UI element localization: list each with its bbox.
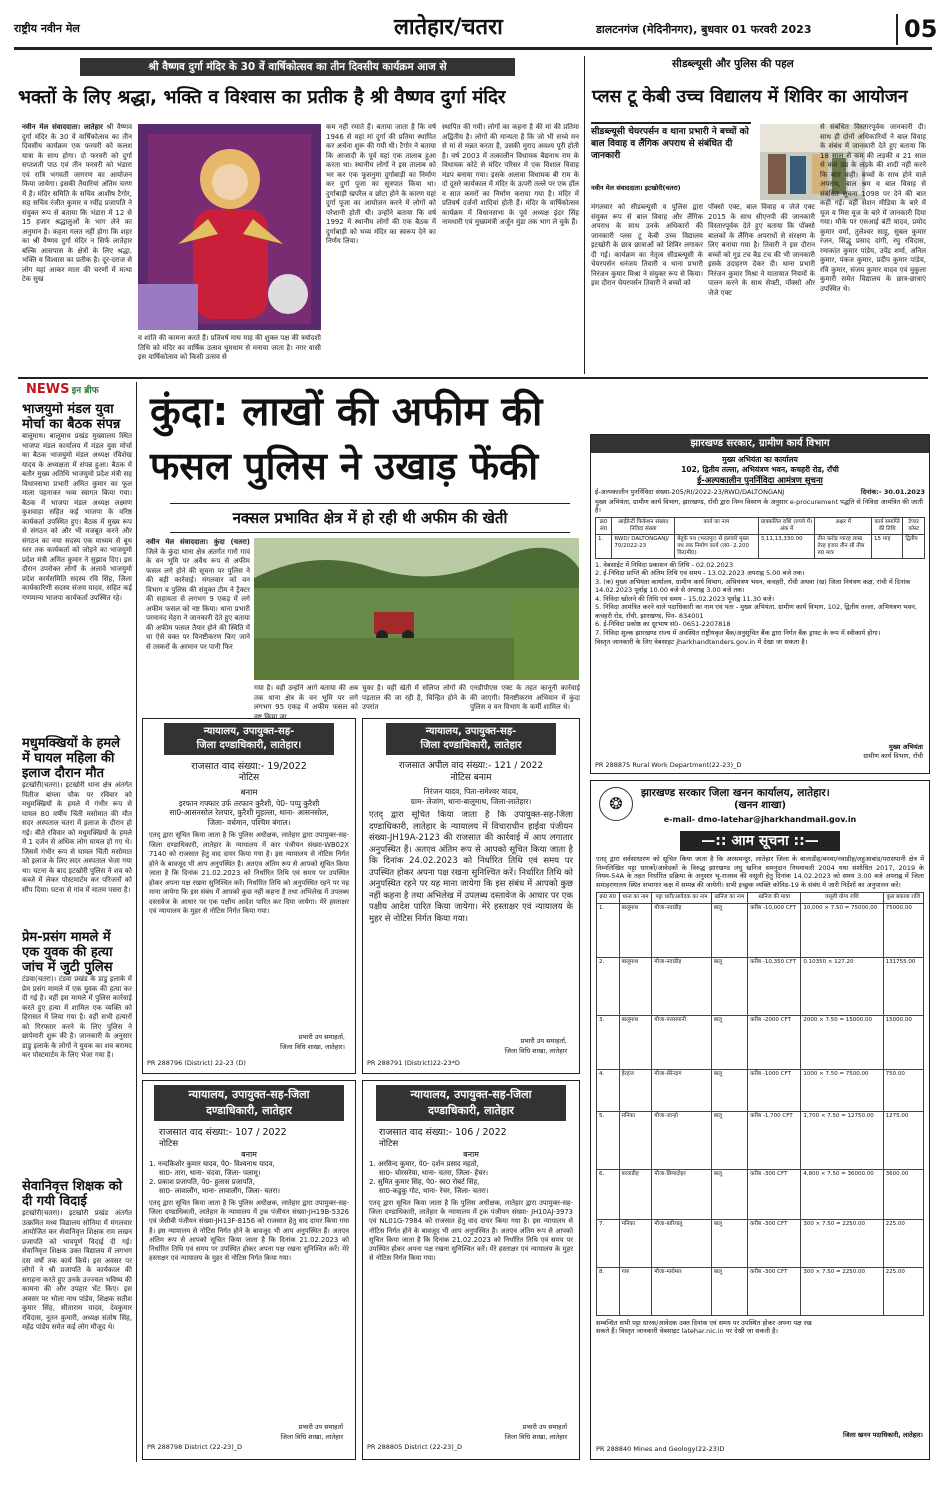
page-number: 05 [896,14,937,45]
table-cell: करीब -300 CFT [748,1169,801,1219]
table-cell: मौजा-परासपानी [652,1015,711,1069]
party-address: सा0-आसनसोल रेलपार, कुरैशी मुहल्ला, थाना- आसनसोल, [169,808,329,818]
tender-ref: ई-अल्पकालीन पुनर्निविदा संख्या-205/RI/2022-23/RWD/DALTONGANJ [595,488,785,497]
story1-headline: भक्तों के लिए श्रद्धा, भक्ति व विश्वास का प्रतीक है श्री वैष्णव दुर्गा मंदिर [18,87,506,108]
sidebar [22,402,132,1462]
table-cell: मनिका [619,1219,652,1267]
table-cell: हेरहंज [619,1069,652,1111]
table-cell: 2000 × 7.50 = 15000.00 [801,1015,883,1069]
table-cell: 2. [597,957,620,1015]
court-signatory: प्रभारी उप समाहर्ता, [520,1037,567,1045]
tender-line: 6. ई-निविदा प्रकोष्ठ का दूरभाष सं0- 0651-2207818 [595,620,731,629]
table-cell: 3600.00 [883,1169,923,1219]
horizontal-divider [18,377,928,379]
case-number: राजसात वाद संख्या:- 106 / 2022 [379,1127,507,1138]
brief-item [22,930,132,1175]
table-cell: 75000.00 [883,903,923,957]
versus-label: बनाम [240,787,258,798]
sidebar-divider [136,382,137,1462]
table-cell: मौजा-जान्हो [652,1111,711,1169]
table-cell: बरवाडीह [619,1169,652,1219]
party-name: 2. सुमित कुमार सिंह, पे0- स्व0 रोबर्ट सिंह, [369,1178,480,1187]
table-cell: 750.00 [883,1069,923,1111]
table-cell: मौजा-नवाडीह [652,903,711,957]
table-cell: 300 × 7.50 = 2250.00 [801,1267,883,1315]
table-cell: 15 माह [871,534,902,558]
table-cell: मौजा-बारियातु [652,1219,711,1267]
tender-signatory-office: ग्रामीण कार्य विभाग, राँची [863,752,923,760]
versus-label: बनाम [463,1150,479,1160]
versus-label: बनाम [241,1150,257,1160]
story1-byline: नवीन मेल संवाददाता। लातेहार [22,123,103,131]
table-cell: 5. [597,1111,620,1169]
brief-item [22,1179,132,1439]
tender-address: 102, द्वितीय तल्ला, अभियंत्रण भवन, कचहरी रोड, राँची [681,464,839,474]
table-cell: बालू [711,1267,747,1315]
tender-intro: मुख्य अभियंता, ग्रामीण कार्य विभाग, झारखण्ड, राँची द्वारा निम्न विवरण के अनुसार e-procurement पद्धति से निविदा आमंत्रित की जाती है। [595,497,923,515]
table-header: खनिज का नाम [711,893,747,903]
table-cell: बालू [711,957,747,1015]
durga-idol-photo [138,124,321,330]
table-header: प्राक्कलित राशि (रुपये में) अंक में [758,517,815,534]
vertical-divider [584,56,585,374]
tender-conditions [591,561,929,638]
table-cell: करीब -1,700 CFT [748,1111,801,1169]
table-header: क्र0 सं0 [596,517,612,534]
story2-headline: प्लस टू केबी उच्च विद्यालय में शिविर का आयोजन [592,87,908,107]
table-row [597,1219,924,1267]
table-cell: तीन करोड़ ग्यारह लाख तेरह हजार तीन सौ तीस रु0 मात्र [815,534,872,558]
tender-notice [590,434,930,774]
table-cell: मनिका [619,1111,652,1169]
opium-field-photo [254,538,579,680]
court-body: एतद् द्वारा सूचित किया जाता है कि उपायुक्त-सह-जिला दण्डाधिकारी, लातेहार के न्यायालय में विचाराधीन हाईवा पंजीयन संख्या-JH19A-2123 की राजसात की कार्रवाई में आप लगातार अनुपस्थित हैं। अतएव अंतिम रूप से आपको सूचित किया जाता है कि दिनांक 24.02.2023 को निर्धारित तिथि एवं समय पर उपस्थित होकर अपना पक्ष रखना सुनिश्चित करें। निर्धारित तिथि को अनुपस्थित रहने पर यह माना जायेगा कि इस संबंध में आपको कुछ नहीं कहना है तथा अभिलेख में उपलब्ध दस्तावेज के आधार पर एक पक्षीय आदेश पारित किया जायेगा। मेरे हस्ताक्षर एवं न्यायालय के मुहर से नोटिस निर्गत किया गया। [369,810,573,924]
notice-label: नोटिस [159,1139,179,1150]
mining-pr-number: PR 288840 Mines and Geology(22-23)D [596,1445,725,1453]
court-pr-number: PR 288798 District (22-23)_D [147,1443,243,1451]
court-pr-number: PR 288796 (District) 22-23 (D) [147,1059,246,1067]
table-cell: 1,700 × 7.50 = 12750.00 [801,1111,883,1169]
table-cell: मौजा-छिपादोहर [652,1169,711,1219]
table-cell: 0.10350 × 127.20 [801,957,883,1015]
tender-line: 4. निविदा खोलने की तिथि एवं समय - 15.02.2023 पूर्वाह्न 11.30 बजे। [595,594,775,603]
court-body: एतद् द्वारा सूचित किया जाता है कि पुलिस अधीक्षक, लातेहार द्वारा उपायुक्त-सह-जिला दण्डाधिकारी, लातेहार के न्यायालय में ट्रक पंजीयन संख्या-JH19B-5326 एवं जेसीबी पंजीयन संख्या-JH13F-8156 को राजसात हेतु वाद दायर किया गया है। इस न्यायालय से नोटिस निर्गत होने के बावजूद भी आप अनुपस्थित हैं। अतएव अंतिम रूप से आपको सूचित किया जाता है कि दिनांक 21.02.2023 को निर्धारित तिथि एवं समय पर उपस्थित होकर अपना पक्ष रखना सुनिश्चित करें। मेरे हस्ताक्षर एवं न्यायालय के मुहर से नोटिस निर्गत किया गया। [149,1199,349,1263]
table-row [597,957,924,1015]
story1-column-2: कम नहीं रमाते हैं। बताया जाता है कि वर्ष 1946 से यहां मां दुर्गा की प्रतिमा स्थापित कर अर्चना शुरू की गयी थी। टैगोर ने बताया कि आजादी के पूर्व यहां एक तालाब हुआ करता था। स्थानीय लोगों ने इस तालाब को भर कर एक फूसनुमा दुर्गाबाड़ी का निर्माण कर दुर्गा पूजा का सूत्रपात किया था। दुर्गाबाड़ी खपरैल व छोटा होने के कारण यहां दुर्गा पूजा का आयोजन करने में लोगों को परेशानी होती थी। उन्होंने बताया कि वर्ष 1992 में स्थानीय लोगों की एक बैठक में दुर्गाबाड़ी को भव्य मंदिर का स्वरूप देने का निर्णय लिया। [326,123,436,245]
story3-column-3: चुका है। वहीं खेती में संलिप्त लोगों की पड़ताल की जा रही है, चिन्हित होने के उपरांत [362,684,466,711]
table-row [596,534,925,558]
story3-headline-line-2: फसल पुलिस ने उखाड़ फेंकी [150,444,539,488]
party-name: 1. नन्दकिशोर कुमार यादव, पे0- विश्वनाथ यादव, [149,1160,275,1169]
table-cell: बालू [711,1015,747,1069]
table-cell: बालू [711,1111,747,1169]
tender-footer: विस्तृत जानकारी के लिए वेबसाइट jharkhandtenders.gov.in में देखा जा सकता है। [595,638,808,647]
newspaper-name: राष्ट्रीय नवीन मेल [14,22,80,35]
party-address: ग्राम- लेजांग, थाना-बालूमाथ, जिला-लातेहार। [410,796,532,806]
court-signatory: प्रभारी उप समाहर्ता [522,1423,567,1431]
table-cell: 3,11,13,330.00 [758,534,815,558]
party-name: इरफान गफ्फार उर्फ तरफान कुरैशी, पे0- पप्पु कुरैशी [178,798,320,808]
party-name: 2. प्रकाश प्रजापति, पे0- हुलास प्रजापति, [149,1178,255,1187]
tender-pr-number: PR 288875 Rural Work Department(22-23)_D [595,761,742,769]
table-cell: 1275.00 [883,1111,923,1169]
mining-title: झारखण्ड सरकार जिला खनन कार्यालय, लातेहार। [641,787,830,799]
table-row [597,1069,924,1111]
court-notice-107 [142,1080,356,1460]
brief-text: टंडवा(चतरा)। टंडवा प्रखंड के डाडु इलाके में प्रेम प्रसंग मामले में एक युवक की हत्या कर दी गई है। वहीं इस मामले में पुलिस कार्रवाई करते हुए हत्या में शामिल एक व्यक्ति को हिरासत में लिया गया है। वहीं सभी हत्यारों को गिरफ्तार करने के लिए पुलिस ने छापेमारी शुरू की है। जानकारी के अनुसार डाडु इलाके के लोगों ने युवक का शव बरामद कर पोस्टमार्टम के लिए भेजा गया है। [22,975,132,1059]
notice-label: नोटिस [238,773,260,784]
story3-subhead: नक्सल प्रभावित क्षेत्र में हो रही थी अफीम की खेती [170,503,570,533]
party-name: निरंजन यादव, पिता-समेश्वर यादव, [423,787,519,797]
table-header: कुल बकाया राशि [883,893,923,903]
tender-line: 7. निविदा शुल्क झारखण्ड राज्य में अवस्थित राष्ट्रीयकृत बैंक/अनुसूचित बैंक द्वारा निर्गत बैंक ड्राफ्ट के रूप में स्वीकार्य होगा। [595,628,881,637]
court-signatory-office: जिला विधि शाखा, लातेहार [280,1433,343,1441]
tender-notice-heading: ई-अल्पकालीन पुनर्निविदा आमंत्रण सूचना [697,476,823,487]
table-cell: मौजा-सेरेन्दाग [652,1069,711,1111]
mining-signatory: जिला खनन पदाधिकारी, लातेहार। [843,1431,923,1439]
news-tag: इन ब्रीफ [71,386,99,396]
table-header: क्र0 सं0 [597,893,620,903]
party-address: जिला- वर्धमान, पश्चिम बंगाल। [207,817,291,827]
opium-field-image [254,538,579,680]
story2-column-1: मंगलवार को सीडब्ल्यूसी व पुलिस द्वारा संयुक्त रूप से बाल विवाह और लैंगिक अपराध के साथ उनके अधिकारों की जानकारी प्लस टू केबी उच्च विद्यालय इटखोरी के छात्र छात्राओं को शिविर लगाकर दी गई। कार्यक्रम का नेतृत्व सीडब्ल्यूसी के चेयरपर्सन धनंजय तिवारी व थाना प्रभारी निरंजन कुमार मिश्रा ने संयुक्त रूप से किया। इस दौरान चेयरपर्सन तिवारी ने बच्चों को [591,203,703,287]
story3-column-4: एनडीपीएस एक्ट के तहत कानूनी कार्रवाई की जाएगी। विनष्टीकरण अभियान में कुंदा पुलिस व वन विभाग के कर्मी शामिल थे। [470,684,580,711]
court-signatory: प्रभारी उप समाहर्ता, [298,1033,345,1041]
story2-byline: नवीन मेल संवाददाता। इटखोरी(चतरा) [591,184,681,192]
table-cell: 4. [597,1069,620,1111]
table-cell: करीब -10,350 CFT [748,957,801,1015]
court-body: एतद् द्वारा सूचित किया जाता है कि पुलिस अधीक्षक, लातेहार द्वारा उपायुक्त-सह-जिला दण्डाधिकारी, लातेहार के न्यायालय में कार पंजीयन संख्या-WB02X 7140 को राजसात हेतु वाद दायर किया गया है। इस न्यायालय से नोटिस निर्गत होने के बावजूद भी आप अनुपस्थित है। अतएव अंतिम रूप से आपको सूचित किया जाता है कि दिनांक 21.02.2023 को निर्धारित तिथि एवं समय पर उपस्थित होकर अपना पक्ष रखना सुनिश्चित करें। निर्धारित तिथि को अनुपस्थित रहने पर यह माना जायेगा कि इस संबंध में आपको कुछ नहीं कहना है तथा अभिलेख में उपलब्ध दस्तावेज के आधार पर एक पक्षीय आदेश पारित कर दिया जायेगा। मेरे हस्ताक्षर एवं न्यायालय के मुहर से नोटिस निर्गत किया गया। [149,831,349,916]
court-notice-106 [362,1080,580,1460]
tender-line: 1. वेबसाईट में निविदा प्रकाशन की तिथि - 02.02.2023 [595,560,734,569]
dateline: डालटनगंज (मेदिनीनगर), बुधवार 01 फरवरी 2023 [596,23,812,36]
court-title: न्यायालय, उपायुक्त-सह- जिला दण्डाधिकारी, लातेहार। [164,723,334,755]
table-cell: 131755.00 [883,957,923,1015]
story1-column-3: स्थापित की गयी। लोगों का कहना है की मां की प्रतिमा अद्वितीय है। लोगों की मान्यता है कि जो भी सच्चे मन से मां से मन्नत करता है, उसकी मुराद अवश्य पूरी होती है। वर्ष 2003 में तत्कालीन विधायक बैद्यनाथ राम के विधायक कोटे से मंदिर परिसर में एक विशाल विवाह मंडप बनाया गया। इसके अलावा विधायक बी राम के दो दूसरे कार्यकाल में मंदिर के ऊपरी तल्ले पर एक हॉल व सात कमरों का निर्माण कराया गया है। मंदिर में प्रतिवर्ष दर्जनों शादियां होती हैं। मंदिर के वार्षिकोत्सव कार्यक्रम में विधानसभा के पूर्व अध्यक्ष इंदर सिंह नामधारी एवं मुख्यमंत्री अर्जुन मुंडा तक भाग ले चुके हैं। [442,123,579,226]
party-address: सा0- चोरसरेया, थाना- चतरा, जिला- हेंचर। [379,1169,489,1178]
table-cell: 7. [597,1219,620,1267]
table-cell: RWD/ DALTONGANJ/ 70/2022-23 [612,534,675,558]
mining-subtitle: (खनन शाखा) [733,800,787,812]
court-pr-number: PR 288805 District (22-23)_D [367,1443,463,1451]
table-header: थाना का नाम [619,893,652,903]
table-cell: 15000.00 [883,1015,923,1069]
table-row [597,1267,924,1315]
court-signatory-office: जिला विधि शाखा, लातेहार। [280,1043,345,1051]
brief-title: प्रेम-प्रसंग मामले में एक युवक की हत्या जांच में जुटी पुलिस [22,930,113,975]
table-cell: 3. [597,1015,620,1069]
brief-text: बालूमाथ। बालूमाथ प्रखंड मुख्यालय स्थित भाजपा मंडल कार्यालय में मंडल युवा मोर्चा का बैठक भाजयुमो मंडल अध्यक्ष रविशेख यादव के अध्यक्षता में संपन्न हुआ। बैठक में बतौर मुख्य अतिथि भाजयुमो प्रदेश मंत्री सह विधानसभा प्रभारी अमित कुमार का फूल माला पहनाकर भव्य स्वागत किया गया। बैठक में भाजपा मंडल अध्यक्ष लक्ष्मण कुशवाहा सहित कई भाजपा के वरिष्ठ कार्यकर्ता उपस्थित हुए। बैठक में मुख्य रूप से संगठन को और भी मजबूत करने और संगठन का नया सदस्य एक माध्यम से बूथ स्तर तक कार्यकर्ता को जोड़ने का भाजयुमो प्रदेश मंत्री अमित कुमार ने सुझाव दिए। इस दौरान उपरोक्त लोगों के अलावे भाजयुमो प्रदेश कार्यसमिति सदस्य रवि सिंह, जिला कार्यकारिणी सदस्य संजय यादव, सहित कई गणमान्य भाजपा कार्यकर्ता उपस्थित रहे। [22,432,132,602]
case-number: राजसात अपील वाद संख्या:- 121 / 2022 [398,761,544,771]
court-notice-121 [362,718,580,1074]
table-cell: बालूमाथ [619,1015,652,1069]
table-header: पट्टा धारी/आवेदक का नाम [652,893,711,903]
table-cell: 225.00 [883,1219,923,1267]
table-cell: मौजा-नवाडीह [652,957,711,1015]
table-cell: 8. [597,1267,620,1315]
table-cell: करीब -300 CFT [748,1267,801,1315]
table-cell: 1. [597,903,620,957]
table-cell: करीब -1000 CFT [748,1069,801,1111]
tender-date: दिनांक:- 30.01.2023 [860,488,925,497]
tender-line: 2. ई-निविदा प्राप्ति की अंतिम तिथि एवं समय - 13.02.2023 अपराह्न 5.00 बजे तक। [595,569,805,578]
table-cell: बालू [711,1169,747,1219]
table-header: आईडेन्टी फिकेशन संख्या/ निविदा संख्या [612,517,675,534]
table-cell: 10,000 × 7.50 = 75000.00 [801,903,883,957]
brief-title: सेवानिवृत्त शिक्षक को दी गयी विदाई [22,1179,123,1209]
court-signatory-office: जिला विधि शाखा, लातेहार [504,1433,567,1441]
table-cell: बालू [711,1069,747,1111]
party-name: 1. अरविन्द कुमार, पे0- दर्शन प्रसाद महतो, [369,1160,479,1169]
tender-signatory: मुख्य अभियंता [888,743,923,751]
brief-title: भाजयुमो मंडल युवा मोर्चा का बैठक संपन्न [22,402,121,432]
tender-line: 3. (क) मुख्य अभियंता कार्यालय, ग्रामीण कार्य विभाग, अभियंत्रण भवन, कचहरी, राँची अथवा (ख) जिला नियंत्रण कक्ष, रांची में दिनांक 14.02.2023 पूर्वाह्न 10.00 बजे से अपराह्न 3.00 बजे तक। [595,577,911,595]
tender-table [595,517,925,559]
court-body: एतद् द्वारा सूचित किया जाता है कि पुलिस अधीक्षक, लातेहार द्वारा उपायुक्त-सह-जिला दण्डाधिकारी, लातेहार के न्यायालय में ट्रक पंजीयन संख्या- JH10AJ-3973 एवं NL01G-7984 को राजसात हेतु वाद दायर किया गया है। इस न्यायालय से नोटिस निर्गत होने के बावजूद भी आप अनुपस्थित है। अतएव अंतिम रूप से आपको सूचित किया जाता है कि दिनांक 21.02.2023 को निर्धारित तिथि एवं समय पर उपस्थित होकर अपना पक्ष रखना सुनिश्चित करें। मेरे हस्ताक्षर एवं न्यायालय के मुहर से नोटिस निर्गत किया गया। [369,1199,573,1263]
story2-column-3: से संबंधित विस्तारपूर्वक जानकारी दी। साथ ही दोनों अधिकारियों ने बाल विवाह के संबंध में जानकारी देते हुए बताया कि 18 साल से कम की लड़की व 21 साल से कम उम्र के लड़के की शादी नहीं करने कि बात कही। बच्चों के साथ होने वाले अपराध, बाल श्रम व बाल विवाह से संबंधित सूचना 1098 पर देने की बात कही गई। वहीं सेशन मीडिया के बारे में यूज व मिस यूज के बारे में जानकारी दिया गया। मौके पर एसआई बंटी यादव, प्रमोद कुमार वर्मा, तुलेश्वर साहू, सुबल कुमार रंजन, सिद्धू प्रसाद दांगी, रघु रविदास, रमाकांत कुमार पांडेय, उपेंद्र शर्मा, अनिल कुमार, पंकज कुमार, प्रदीप कुमार पांडेय, रवि कुमार, संजय कुमार यादव एवं मुकुला कुमारी समेत विद्यालय के छात्र-छात्राएं उपस्थित थे। [820,123,926,293]
party-address: सा0- तारा, थाना- चंदवा, जिला- पलामू। [159,1169,261,1178]
jharkhand-emblem-icon: ❂ [599,787,633,821]
tender-title: झारखण्ड सरकार, ग्रामीण कार्य विभाग [591,435,929,453]
notice-label: नोटिस [379,1139,399,1150]
court-notice-19 [142,718,356,1074]
table-header: वसूली योग्य राशि [801,893,883,903]
table-row [597,1111,924,1169]
tender-office: मुख्य अभियंता का कार्यालय [722,455,798,464]
table-header: टेण्डर कोस्ट [903,517,925,534]
brief-text: इटखोरी(चतरा)। इटखोरी थाना क्षेत्र अंतर्गत पितीज बांग्ला चौक पर रविवार को मधुमक्खियों के हमले में गंभीर रूप से घायल 80 वर्षीय चिंती मसोमात की मौत सदर अस्पताल चतरा में इलाज के दौरान हो गई। बीते रविवार को मधुमक्खियों के हमले में 1 दर्जन से अधिक लोग घायल हो गए थे। जिसमें गंभीर रूप से घायल चिंती मसोमात को इलाज के लिए सदर अस्पताल भेजा गया था। घटना के बाद इटखोरी पुलिस ने शव को कब्जे में लेकर पोस्टमार्टम कर परिजनों को सौंप दिया। घटना से गांव में मातम पसरा है। [22,781,132,894]
court-title: न्यायालय, उपायुक्त-सह- जिला दण्डाधिकारी, लातेहार [386,723,556,755]
mining-email: e-mail- dmo-latehar@jharkhandmail.gov.in [663,815,857,825]
table-cell: 4,800 × 7.50 = 36000.00 [801,1169,883,1219]
table-header: खनिज की मात्रा [748,893,801,903]
case-number: राजसात वाद संख्या:- 19/2022 [191,761,307,772]
table-cell: 225.00 [883,1267,923,1315]
table-cell: मौजा-मारोमार [652,1267,711,1315]
mining-notice [590,780,930,1460]
table-cell: बालूमाथ [619,957,652,1015]
news-label: NEWS [26,382,70,397]
table-cell: 1000 × 7.50 = 7500.00 [801,1069,883,1111]
table-cell: करीब -2000 CFT [748,1015,801,1069]
court-title: न्यायालय, उपायुक्त-सह-जिला दण्डाधिकारी, लातेहार [154,1085,344,1121]
story3-headline-line-1: कुंदा: लाखों की अफीम की [150,389,543,435]
table-header: अक्षर में [815,517,872,534]
brief-text: इटखोरी(चतरा)। इटखोरी प्रखंड अंतर्गत उत्क्रमित मध्य विद्यालय सोनिया में मंगलवार आयोजित कर सेवानिवृत्त शिक्षक राम लखन प्रजापति को भावपूर्ण विदाई दी गई। सेवानिवृत्त शिक्षक उक्त विद्यालय में लगभग दस वर्षों तक कार्य किये। इस अवसर पर लोगों ने श्री प्रजापति के कार्यकाल की सराहना करते हुए उनके उज्ज्वल भविष्य की कामना की और उपहार भेंट किए। इस अवसर पर भोला नाथ पांडेय, शिक्षक सतीश कुमार सिंह, सीताराम यादव, देवकुमार रविदास, नूतन कुमारी, अध्यक्ष संतोष सिंह, महेंद्र पांडेय समेत कई लोग मौजूद थे। [22,1209,132,1331]
court-signatory: प्रभारी उप समाहर्ता [298,1423,343,1431]
story2-subhead: सीडब्ल्यूसी चेयरपर्सन व थाना प्रभारी ने बच्चों को बाल विवाह व लैंगिक अपराध से संबंधित दी जानकारी [591,122,751,162]
story3-column-2: गया है। वहीं उन्होंने आगे बताया की अब तक थाना क्षेत्र के वन भूमि पर लगे लगभग 95 एकड़ में अफीम फसल को नष्ट किया जा [254,684,358,720]
tender-ref-row [591,487,929,498]
party-address: सा0-कडुकु गोट, थाना- रेचर, जिला- चतरा। [379,1187,489,1196]
durga-idol-image [138,124,321,330]
story3-byline: नवीन मेल संवाददाता। कुंदा (चतरा) [146,538,250,546]
mining-footer: सम्बन्धित सभी पट्टा धारक/आवेदक उक्त दिनांक एवं समय पर उपस्थित होकर अपना पक्ष रख सकते हैं। विस्तृत जानकारी वेबसाइट latehar.nic.in पर देखी जा सकती है। [596,1318,812,1335]
table-cell: गारु [619,1267,652,1315]
case-number: राजसात वाद संख्या:- 107 / 2022 [159,1127,287,1138]
court-title: न्यायालय, उपायुक्त-सह-जिला दण्डाधिकारी, लातेहार [376,1085,566,1121]
table-cell: बालू [711,903,747,957]
table-cell: करीब -10,000 CFT [748,903,801,957]
story1-column-1: नवीन मेल संवाददाता। लातेहार श्री वैष्णव दुर्गा मंदिर के 30 वें वार्षिकोत्सव का तीन दिवसीय कार्यक्रम एक फरवरी को कलश यात्रा के साथ होगा। दो फरवरी को दुर्गा सप्तशती पाठ एवं तीन फरवरी को भंडारा एवं रात्रि भगवती जागरण का आयोजन किया जायेगा। इसकी तैयारियां अंतिम चरण में है। मंदिर समिति के सचिव आशीष टैगोर, सह सचिव रंजीत कुमार व रवींद्र प्रजापति ने संयुक्त रूप से बताया कि भंडारा में 12 से 15 हजार श्रद्धालुओं के भाग लेने का अनुमान है। कहना गलत नहीं होगा कि शहर का श्री वैष्णव दुर्गा मंदिर न सिर्फ लातेहार बल्कि आसपास के क्षेत्रों के लिए श्रद्धा, भक्ति व विश्वास का प्रतीक है। दूर-दराज से लोग यहां आकर माता की चरणों में मत्था टेक सुख [22,123,132,283]
notice-label: नोटिस बनाम [450,772,492,783]
court-pr-number: PR 288791 (District)22-23*D [367,1059,460,1067]
table-cell: 300 × 7.50 = 2250.00 [801,1219,883,1267]
table-cell: 1. [596,534,612,558]
story2-kicker: सीडब्ल्यूसी और पुलिस की पहल [672,58,794,70]
table-row [597,1169,924,1219]
brief-item [22,402,132,732]
brief-title: मधुमक्खियों के हमले में घायल महिला की इलाज दौरान मौत [22,736,120,781]
story1-kicker: श्री वैष्णव दुर्गा मंदिर के 30 वें वार्षिकोत्सव का तीन दिवसीय कार्यक्रम आज से [80,58,515,76]
table-row [597,1015,924,1069]
masthead [14,10,938,50]
tender-line: 5. निविदा आमंत्रित करने वाले पदाधिकारी का नाम एवं पता - मुख्य अभियंता, ग्रामीण कार्य विभाग, 102, द्वितीय तल्ला, अभियंत्रण भवन, कचहरी रोड, राँची, झारखण्ड, पिन- 834001 [595,603,917,620]
table-cell: करीब -300 CFT [748,1219,801,1267]
mining-notice-heading: —:: आम सूचना ::— [680,831,840,851]
table-row [597,903,924,957]
table-header: कार्य का नाम [675,517,758,534]
news-in-brief-label [26,382,136,398]
table-header: कार्य समाप्ति की तिथि [871,517,902,534]
table-cell: बेतुके पथ (भरतपुर) से हलवारे मुख्य पथ तक निर्माण कार्य (लं0- 2.200 कि0मी0) [675,534,758,558]
court-signatory-office: जिला विधि शाखा, लातेहार [504,1047,567,1055]
table-cell: द्वितीय [903,534,925,558]
mining-intro: एतद् द्वारा सर्वसाधारण को सूचित किया जाता है कि अरसमन्दुर, लातेहार जिला के बालाडीह/बनवा/नवाडीह/लहुआबांड/परासपानी क्षेत्र में निम्नलिखित पट्टा धारकों/आवेदकों के विरुद्ध झारखण्ड लघु खनिज समनुदान नियमावली 2004 यथा संशोधित 2017, 2019 के नियम-54A के तहत निर्धारित प्रक्रिया के अनुसार भू-राजस्व की वसूली हेतु दिनांक 14.02.2023 को समय 3.00 बजे अपराह्न में जिला समाहरणालय स्थित सभागार कक्ष में सम्पन्न की जायेगी। सभी इच्छुक व्यक्ति कोविड-19 के संबंध में जारी निर्देशों का अनुपालन करें। [596,855,924,889]
table-cell: बालू [711,1219,747,1267]
mining-table [596,892,924,1315]
story2-column-2: पॉक्सो एक्ट, बाल विवाह व जेजे एक्ट 2015 के साथ सीएनपी की जानकारी विस्तारपूर्वक देते हुए बताया कि पॉक्सो बालकों के लैंगिक अपराधों से संरक्षण के लिए बनाया गया है। तिवारी ने इस दौरान बच्चों को गुड टच बैड टच की भी जानकारी इसके उदाहरण देकर दी। थाना प्रभारी निरंजन कुमार मिश्रा ने यातायात नियमों के पालन करने के साथ सेफ्टी, पॉक्सो और जेजे एक्ट [708,203,815,297]
section-title: लातेहार/चतरा [394,15,503,40]
table-cell: 6. [597,1169,620,1219]
brief-item [22,736,132,926]
table-cell: बालूमाथ [619,903,652,957]
party-address: सा0- लावालौंग, थाना- लावालौंग, जिला- चतरा। [159,1187,280,1196]
story1-under-photo: व शांति की कामना करते हैं। प्रतिवर्ष माघ माह की शुक्ल पक्ष की त्रयोदशी तिथि को मंदिर का वार्षिक उत्सव धूमधाम से मनाया जाता है। नगर वासी इस वार्षिकोत्सव को किसी उत्सव से [138,334,321,361]
story3-column-1: नवीन मेल संवाददाता। कुंदा (चतरा) जिले के कुंदा थाना क्षेत्र अंतर्गत गारो गावं के वन भूमि पर अवैध रूप से अफीम फसल लगे होने की सूचना पर पुलिस ने की बड़ी कार्रवाई। मंगलवार को वन विभाग व पुलिस की संयुक्त टीम ने ट्रैक्टर की सहायता से लगभग 9 एकड़ में लगे अफीम फसल को नष्ट किया। थाना प्रभारी परमानंद मेहरा ने जानकारी देते हुए बताया की अफीम फसल तैयार होने की स्थिति में था ऐसे वक्त पर विनष्टीकरण किए जाने से तस्करों के अरमान पर पानी फिर [146,538,250,651]
